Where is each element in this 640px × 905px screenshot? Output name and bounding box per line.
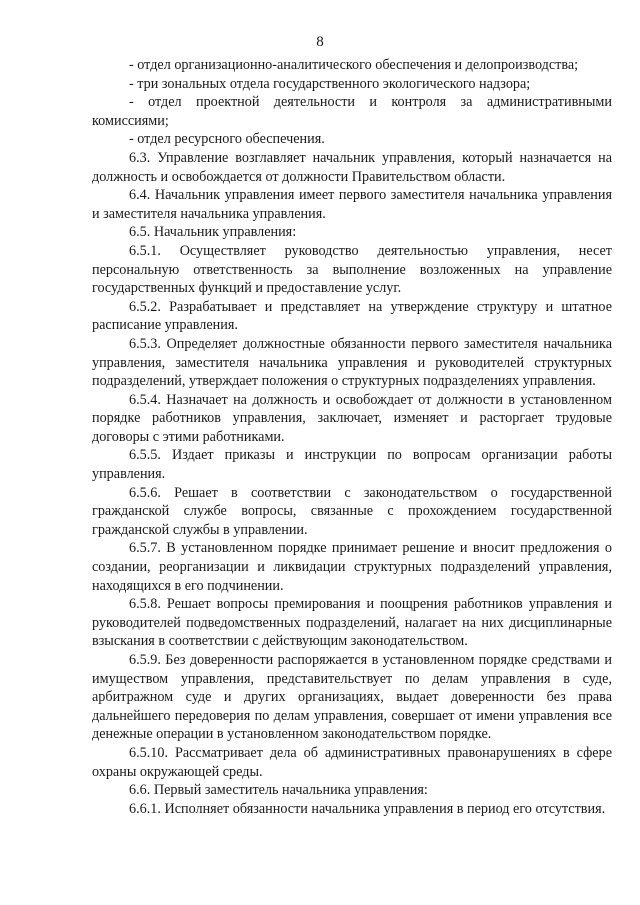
paragraph: 6.4. Начальник управления имеет первого заместителя начальника управления и заместителя начальника управления.: [92, 187, 612, 222]
paragraph: 6.6. Первый заместитель начальника управления:: [129, 782, 428, 799]
paragraph: 6.5.9. Без доверенности распоряжается в установленном порядке средствами и имуществом управления, представительствует по делам управления в суде, арбитражном суде и других организациях, выдает доверенности без права дальнейшего передоверия по делам управления, совершает от имени управления все денежные операции в установленном законодательством порядке.: [92, 652, 612, 743]
document-body: [92, 56, 612, 818]
paragraph: 6.3. Управление возглавляет начальник управления, который назначается на должность и освобождается от должности Правительством области.: [92, 149, 612, 185]
paragraph: - три зональных отдела государственного экологического надзора;: [129, 75, 531, 92]
page-number: 8: [316, 34, 324, 50]
paragraph: - отдел ресурсного обеспечения.: [129, 131, 325, 148]
paragraph: 6.5.3. Определяет должностные обязанности первого заместителя начальника управления, заместителя начальника управления и руководителей структурных подразделений, утверждает положения о структурных подразделениях управления.: [92, 335, 612, 390]
paragraph: 6.5.6. Решает в соответствии с законодательством о государственной гражданской службе вопросы, связанные с прохождением государственной гражданской службы в управлении.: [92, 484, 612, 538]
paragraph: 6.5.5. Издает приказы и инструкции по вопросам организации работы управления.: [92, 447, 612, 483]
paragraph: 6.6.1. Исполняет обязанности начальника управления в период его отсутствия.: [129, 800, 606, 817]
paragraph: - отдел организационно-аналитического обеспечения и делопроизводства;: [129, 57, 579, 73]
paragraph: 6.5.1. Осуществляет руководство деятельностью управления, несет персональную ответственность за выполнение возложенных на управление государственных функций и предоставление услуг.: [92, 242, 612, 297]
paragraph: - отдел проектной деятельности и контроля за административными комиссиями;: [92, 94, 612, 129]
paragraph: 6.5. Начальник управления:: [129, 224, 297, 241]
paragraph: 6.5.7. В установленном порядке принимает решение и вносит предложения о создании, реорганизации и ликвидации структурных подразделений управления, находящихся в его подчинении.: [92, 540, 612, 594]
paragraph: 6.5.10. Рассматривает дела об административных правонарушениях в сфере охраны окружающей среды.: [92, 744, 612, 780]
paragraph: 6.5.8. Решает вопросы премирования и поощрения работников управления и руководителей подведомственных подразделений, налагает на них дисциплинарные взыскания в соответствии с действующим законодательством.: [92, 596, 612, 650]
paragraph: 6.5.4. Назначает на должность и освобождает от должности в установленном порядке работников управления, заключает, изменяет и расторгает трудовые договоры с этими работниками.: [92, 391, 612, 445]
paragraph: 6.5.2. Разрабатывает и представляет на утверждение структуру и штатное расписание управления.: [92, 298, 612, 334]
